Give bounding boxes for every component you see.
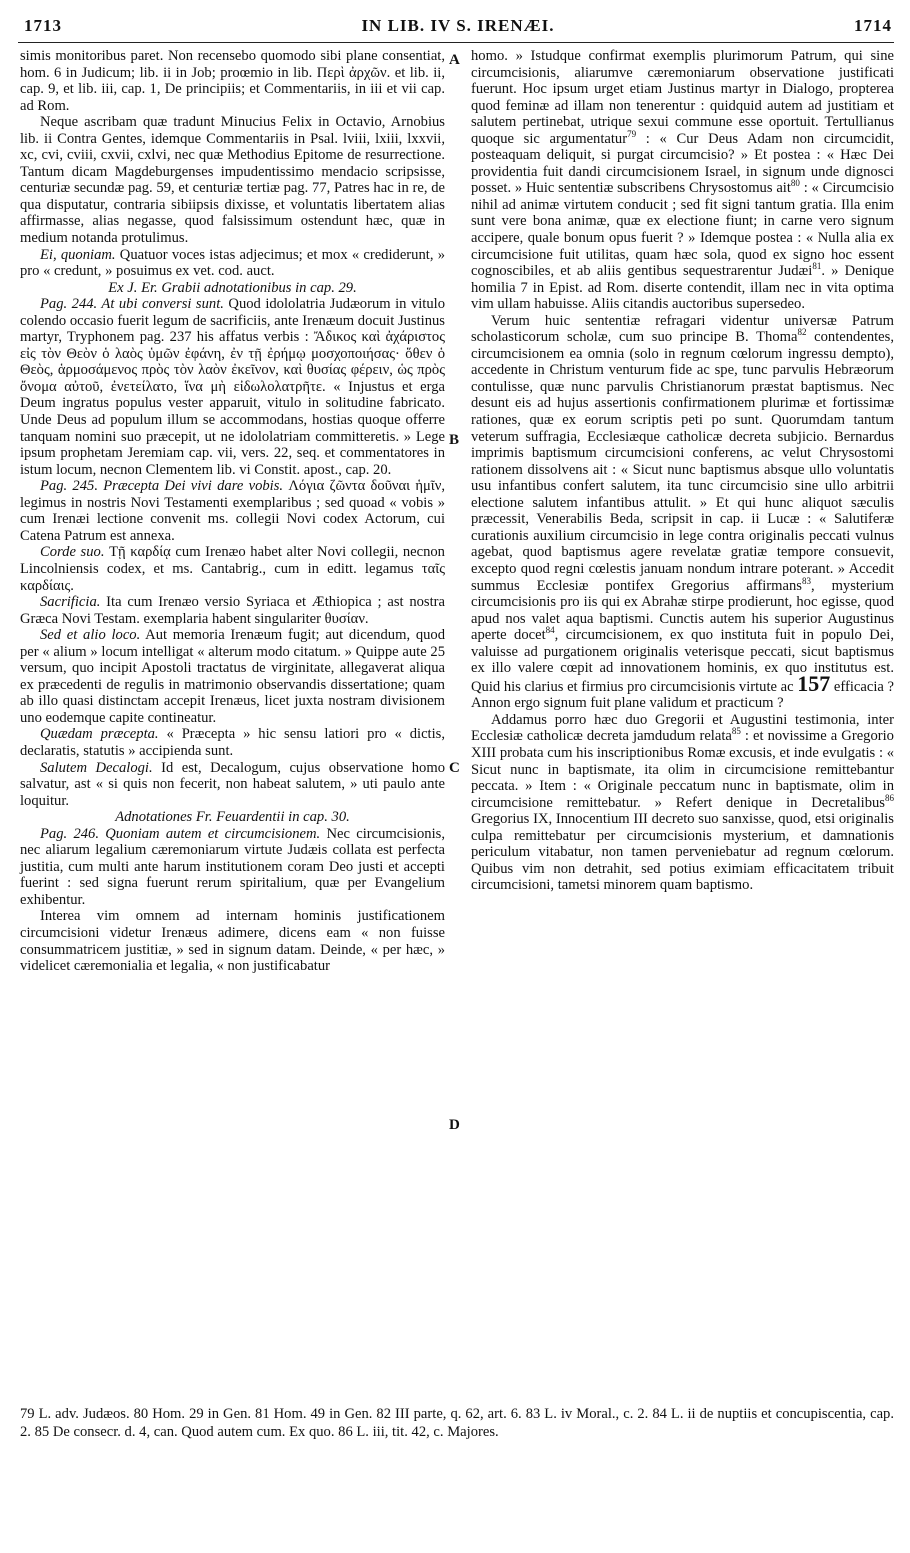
paragraph	[20, 627, 445, 726]
running-title: IN LIB. IV S. IRENÆI.	[361, 16, 555, 35]
paragraph-text: Addamus porro hæc duo Gregorii et Augustini testimonia, inter Ecclesiæ catholicæ decreta jamdudum relata	[471, 711, 894, 745]
lemma-label: Corde suo.	[40, 544, 105, 561]
paragraph-text: Λόγια ζῶντα δοῦναι ἡμῖν, legimus in nostris Novi Testamenti exemplaribus ; sed quoad « vobis » cum Irenæi lectione convenit ms. collegii Novi codex Actorum, cui Catena Patrum est annexa.	[20, 478, 445, 544]
section-heading: Ex J. Er. Grabii adnotationibus in cap. 29.	[108, 279, 357, 296]
margin-letter-d: D	[449, 1117, 460, 1133]
margin-letter-c: C	[449, 760, 460, 776]
header-rule	[18, 42, 894, 43]
paragraph-text: , circumcisionem, ex quo instituta fuit in populo Dei, valuisse ad purgationem originalis veterisque peccati, sicut baptismus ex illo valere cœpit ad innovationem hominis, ex quo institutus est. Quid his clarius et firmius pro circumcisionis virtute ac	[471, 627, 894, 695]
paragraph	[471, 313, 894, 712]
footnote-ref: 80	[790, 178, 800, 189]
paragraph-text: Aut memoria Irenæum fugit; aut dicendum, quod per « alium » locum intelligat « alterum modo citatum. » Quippe aute 25 versum, quo incipit Apostoli tractatus de virginitate, allegaverat aliqua ex præcedenti de regulis in matrimonio observandis dissertatione; quam ab illo quasi distinctam accepit Irenæus, licet juxta nostram divisionem uno eodemque capite contineatur.	[20, 627, 446, 726]
paragraph-text: Ita cum Irenæo versio Syriaca et Æthiopica ; ast nostra Græca Novi Testam. exemplaria habent singulariter θυσίαν.	[20, 594, 445, 627]
column-number: 157	[797, 670, 831, 696]
lemma-label: Sacrificia.	[40, 594, 101, 611]
left-column	[20, 48, 445, 975]
footnote-ref: 83	[801, 575, 811, 586]
paragraph-text: Neque ascribam quæ tradunt Minucius Felix in Octavio, Arnobius lib. ii Contra Gentes, idemque Commentariis in Psal. lviii, lxiii, lxxvii, xc, cvi, cviii, cxvii, cxlvi, nec quæ Methodius Epitome de resurrectione. Tantum dicam Magdeburgenses impudentissimo mendacio scripsisse, centuriæ secundæ pag. 59, et centuriæ tertiæ pag. 77, Patres hac in re, de qua disputatur, contraria sibiipsis dixisse, et voluntatis libertatem alias affirmasse, alias negasse, quod falsissimum ostendunt hæc, quæ in medium notanda protulimus.	[20, 114, 445, 247]
paragraph-text: Quod idololatria Judæorum in vitulo colendo occasio fuerit legum de sacrificiis, ante Irenæum docuit Justinus martyr, Tryphonem pag. 237 his affatus verbis : Ἄδικος καὶ ἀχάριστος εἰς τὸν Θεὸν ὁ λαὸς ὑμῶν ἐφάνη, ἐν τῇ ἐρήμῳ μοσχοποιήσας· ὅθεν ὁ Θεὸς, ἁρμοσάμενος πρὸς τὸν λαὸν ἐκεῖνον, καὶ θυσίας φέρειν, ὡς πρὸς ὄνομα αὐτοῦ, ἐνετείλατο, ἵνα μὴ εἰδωλολατρῆτε. « Injustus et erga Deum ingratus populus vester apparuit, vitulo in solitudine fabricato. Unde Deus ad populum illum se accommodans, hostias quoque offerre tanquam nomini suo præcepit, ut ne idololatriam committeretis. » Lege ipsum prophetam Jeremiam cap. vii, vers. 22, seq. et commentatores in istum locum, necnon Clementem lib. vi Constit. apost., cap. 20.	[20, 296, 445, 478]
footnote-ref: 86	[885, 792, 894, 803]
paragraph-text: Interea vim omnem ad internam hominis justificationem circumcisioni videtur Irenæus adimere, dicens eam « non fuisse consummatricem justitiæ, » sed in signum datam. Deinde, « per hæc, » videlicet cæremonialia et legalia, « non justificabatur	[20, 908, 445, 975]
margin-letter-a: A	[449, 52, 460, 68]
paragraph	[20, 594, 445, 627]
paragraph-text: : « Circumcisio nihil ad animæ virtutem conducit ; sed fit signi tantum gratia. Illa enim sunt vere bona animæ, quæ ex electione fiunt; in carne vero signum accipere, quale bonum opus fuerit ? » Idemque postea : « Nulla alia ex circumcisione fuit utilitas, quam hæc sola, quod ex signo hoc essent cognoscibiles, et ab aliis gentibus sequestrarentur Judæi	[471, 180, 894, 280]
paragraph-text: simis monitoribus paret. Non recensebo quomodo sibi plane consentiat, hom. 6 in Judicum; lib. ii in Job; proœmio in lib. Περὶ ἀρχῶν. et lib. ii, cap. 9, et lib. iii, cap. 1, De principiis; et Commentariis, in iii et vii cap. ad Rom.	[20, 48, 445, 114]
paragraph	[20, 478, 445, 544]
lemma-label: Ei, quoniam.	[40, 246, 116, 263]
paragraph-text: . » Denique homilia 7 in Epist. ad Rom. diserte contendit, illam nec in vita optima vim ullam habuisse. Aliis citandis auctoribus supersedeo.	[471, 263, 895, 313]
paragraph-text: : « Cur Deus Adam non circumcidit, posteaquam deliquit, si purgat circumcisio? » Et postea : « Hæc Dei providentia fuit dandi circumcisionem Israel, in signum unde dignosci posset. » Huic sententiæ subscribens Chrysostomus ait	[471, 130, 894, 197]
lemma-label: Sed et alio loco.	[40, 627, 141, 644]
footnote-text: 79 L. adv. Judæos. 80 Hom. 29 in Gen. 81 Hom. 49 in Gen. 82 III parte, q. 62, art. 6. 83 L. iv Moral., c. 2. 84 L. ii de nuptiis et concupiscentia, cap. 2. 85 De consecr. d. 4, can. Quod autem cum. Ex quo. 86 L. iii, tit. 42, c. Majores.	[20, 1406, 894, 1440]
paragraph-text: Τῇ καρδίᾳ cum Irenæo habet alter Novi collegii, necnon Lincolniensis codex, et ms. Cantabrig., cum in editt. legamus ταῖς καρδίαις.	[20, 544, 445, 594]
footnote-ref: 81	[812, 261, 822, 272]
paragraph-text: contendentes, circumcisionem ea omnia (solo in regnum cœlorum ingressu dempto), accedente in Christum venturum fide ac spe, tunc parvulis Hebræorum contulisse, quæ nunc parvulis Christianorum præstat baptismus. Nec desunt eis ad hujus assertionis confirmationem plurimæ et fortissimæ rationes, quæ ex eorum scriptis peti po sunt. Quorumdam tantum veterum suffragia, Ecclesiæque catholicæ decreta subjicio. Bernardus imprimis baptismum circumcisioni conferens, ac velut Chrysostomi rationem dissolvens ait : « Sicut nunc baptismus absque ullo voluntatis usu infantibus confert salutem, ita tunc circumcisio sine ullo arbitrii electione salutem infantibus attulit. » Et qui hunc aliquot sæculis præcessit, Venerabilis Beda, scripsit in cap. ii Lucæ : « Salutiferæ curationis auxilium circumcisio in lege contra originalis peccati vulnus agebat, quod baptismus agere revelatæ gratiæ tempore consuevit, excepto quod regni cœlestis januam nondum intrare poterant. » Accedit summus Ecclesiæ pontifex Gregorius affirmans	[471, 329, 894, 594]
right-page-number: 1714	[854, 16, 892, 35]
running-header	[24, 16, 892, 38]
paragraph	[20, 48, 445, 114]
paragraph-text: : et novissime a Gregorio XIII probata cum his inscriptionibus Romæ excusis, et inde evulgatis : « Sicut nunc in baptismate, ita olim in circumcisione remittebantur peccata. » Item : « Originale peccatum nunc in baptismate, olim in circumcisione remittebatur. » Refert denique in Decretalibus	[471, 728, 894, 811]
footnote-ref: 79	[627, 128, 637, 139]
paragraph	[20, 544, 445, 594]
footnotes	[20, 1406, 894, 1441]
paragraph-text: Id est, Decalogum, cujus observatione homo salvatur, ast « si quis non fecerit, non habeat salutem, » uti paulo ante loquitur.	[20, 759, 446, 809]
right-column	[471, 48, 894, 894]
lemma-label: Quædam præcepta.	[40, 726, 159, 743]
paragraph	[20, 296, 445, 478]
paragraph-text: Quatuor voces istas adjecimus; et mox « crediderunt, » pro « credunt, » posuimus ex vet. cod. auct.	[20, 246, 445, 280]
paragraph	[20, 908, 445, 974]
paragraph	[471, 712, 894, 894]
paragraph-text: Nec circumcisionis, nec aliarum legalium cæremoniarum virtute Judæis collata est perfecta justitia, cum multi ante harum institutionem coram Deo justi et accepti fuerint : sed signa fuerunt rerum spiritalium, quæ per Evangelium exhibentur.	[20, 825, 445, 908]
paragraph-text: « Præcepta » hic sensu latiori pro « dictis, declaratis, statutis » accipienda sunt.	[20, 726, 445, 759]
left-page-number: 1713	[24, 16, 62, 35]
section-heading: Adnotationes Fr. Feuardentii in cap. 30.	[115, 809, 350, 826]
paragraph	[20, 247, 445, 280]
margin-letter-b: B	[449, 432, 460, 448]
paragraph	[20, 826, 445, 909]
paragraph	[20, 760, 445, 810]
lemma-label: Pag. 244. At ubi conversi sunt.	[40, 296, 224, 313]
footnote-ref: 85	[731, 726, 741, 737]
footnote-ref: 84	[545, 625, 555, 636]
paragraph-text: Gregorius IX, Innocentium III decreto suo sanxisse, quod, etsi originalis culpa remittebatur per circumcisionis mysterium, et damnationis periculum vitabatur, non tamen perveniebatur ad regnum cœlorum. Quibus vim non detrahit, sed potius eximiam efficacitatem tribuit circumcisioni, tametsi minorem quam baptismo.	[471, 811, 894, 894]
lemma-label: Salutem Decalogi.	[40, 759, 153, 776]
footnote-ref: 82	[797, 327, 807, 338]
paragraph-text: homo. » Istudque confirmat exemplis plurimorum Patrum, qui sine circumcisionis, aliarumve cæremoniarum observatione justificati fuerunt. Hoc ipsum urget etiam Justinus martyr in Dialogo, propterea quod feminæ ad illam non tenerentur : quidquid autem ad justitiam et salutem pertinebat, utrique sexui commune esse oportuit. Tertullianus quoque sic argumentatur	[471, 48, 894, 147]
paragraph	[20, 114, 445, 246]
paragraph-text: , mysterium circumcisionis pro iis qui ex Abrahæ stirpe prodierunt, hoc egisse, quod apud nos valet aqua baptismi. Cunctis autem his superior Augustinus aperte docet	[471, 577, 894, 644]
paragraph	[20, 726, 445, 759]
paragraph	[471, 48, 894, 313]
paragraph-text: efficacia ? Annon ergo signum fuit plane validum et practicum ?	[471, 678, 894, 712]
lemma-label: Pag. 245. Præcepta Dei vivi dare vobis.	[40, 478, 284, 495]
paragraph-text: Verum huic sententiæ refragari videntur universæ Patrum scholasticorum scholæ, cum suo principe B. Thoma	[471, 312, 894, 346]
lemma-label: Pag. 246. Quoniam autem et circumcisionem.	[40, 825, 321, 842]
